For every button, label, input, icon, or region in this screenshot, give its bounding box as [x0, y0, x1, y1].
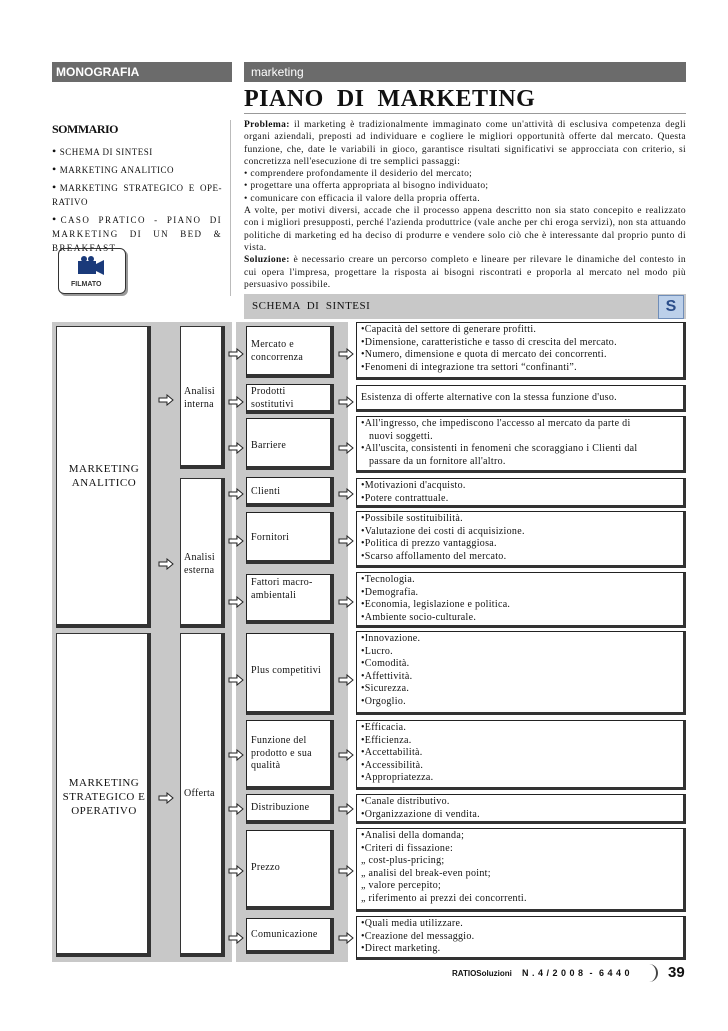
schema-badge: S [658, 295, 684, 319]
arrow-icon [228, 673, 244, 685]
arrow-icon [228, 395, 244, 407]
arrow-icon [228, 595, 244, 607]
step: • comprendere profondamente il desiderio del mercato; [244, 169, 473, 180]
footer-bracket [646, 964, 658, 982]
row-items-box: •All'ingresso, che impediscono l'accesso al mercato da parte di nuovi soggetti. •All'uscita, consistenti in fenomeni che scoraggiano i Clienti dal passare da un fornitore all'altro. [356, 416, 686, 473]
row-items-box: •Canale distributivo. •Organizzazione di vendita. [356, 794, 686, 824]
arrow-icon [228, 802, 244, 814]
camera-icon [76, 255, 106, 277]
row-label-box: Mercato e concorrenza [246, 326, 334, 378]
row-label-box: Distribuzione [246, 794, 334, 824]
arrow-icon [158, 557, 174, 569]
arrow-icon [338, 395, 354, 407]
section-label: MONOGRAFIA [56, 65, 140, 79]
row-label-box: Clienti [246, 477, 334, 507]
arrow-icon [338, 534, 354, 546]
summary-divider [230, 120, 231, 296]
arrow-icon [228, 487, 244, 499]
arrow-icon [158, 791, 174, 803]
step: • comunicare con efficacia il valore della propria offerta. [244, 193, 480, 204]
arrow-icon [338, 931, 354, 943]
row-label-box: Comunicazione [246, 918, 334, 954]
section-bar [52, 62, 232, 82]
solution-text: è necessario creare un percorso completo e lineare per rilevare le dinamiche del contesto in cui opera l'impresa, progettare la risposta ai bisogni riscontrati e proporla al mercato nel modo più persuasivo possibile. [244, 255, 686, 290]
problem-text: il marketing è tradizionalmente immaginato come un'attività di esclusiva competenza degli organi aziendali, preposti ad individuare e cogliere le migliori opportunità offerte dal mercato. Questa funzione, che, date le variabili in gioco, garantisce risultati significativi se approcciata con criterio, si concretizza nell'esecuzione di tre semplici passaggi: [244, 120, 686, 167]
arrow-icon [338, 595, 354, 607]
video-button[interactable] [58, 248, 126, 294]
row-items-box: •Innovazione. •Lucro. •Comodità. •Affettività. •Sicurezza. •Orgoglio. [356, 631, 686, 715]
summary-item[interactable]: • MARKETING STRATEGICO E OPE- RATIVO [52, 180, 222, 207]
summary-heading: SOMMARIO [52, 122, 118, 136]
page-title: PIANO DI MARKETING [244, 86, 536, 112]
row-items-box: •Possibile sostituibilità. •Valutazione dei costi di acquisizione. •Politica di prezzo vantaggiosa. •Scarso affollamento del mercato. [356, 511, 686, 568]
row-label-box: Prezzo [246, 830, 334, 910]
title-rule [244, 113, 686, 114]
arrow-icon [338, 802, 354, 814]
summary-item[interactable]: • SCHEMA DI SINTESI [52, 144, 153, 158]
arrow-icon [338, 441, 354, 453]
arrow-icon [338, 487, 354, 499]
row-label-box: Plus competitivi [246, 633, 334, 715]
row-items-box: Esistenza di offerte alternative con la stessa funzione d'uso. [356, 385, 686, 412]
footer-issue: N . 4 / 2 0 0 8 - 6 4 4 0 [522, 968, 631, 978]
summary-item[interactable]: • MARKETING ANALITICO [52, 162, 174, 176]
step: • progettare una offerta appropriata al bisogno individuato; [244, 181, 489, 192]
row-items-box: •Tecnologia. •Demografia. •Economia, legislazione e politica. •Ambiente socio-culturale. [356, 572, 686, 628]
schema-title: SCHEMA DI SINTESI [252, 300, 371, 312]
arrow-icon [228, 441, 244, 453]
page-number: 39 [668, 964, 685, 981]
arrow-icon [338, 864, 354, 876]
marketing-analitico-label: MARKETING ANALITICO [68, 463, 140, 489]
problem-label: Problema: [244, 120, 290, 130]
summary-list [52, 144, 222, 255]
schema-header [244, 294, 686, 319]
intro-text [244, 119, 686, 291]
row-items-box: •Analisi della domanda; •Criteri di fissazione: „ cost-plus-pricing; „ analisi del break-even point; „ valore percepito; „ riferimento ai prezzi dei concorrenti. [356, 828, 686, 912]
arrow-icon [228, 748, 244, 760]
row-items-box: •Capacità del settore di generare profitti. •Dimensione, caratteristiche e tasso di crescita del mercato. •Numero, dimensione e quota di mercato dei concorrenti. •Fenomeni di integrazione tra settori “confinanti”. [356, 322, 686, 380]
row-label-box: Prodotti sostitutivi [246, 384, 334, 414]
analisi-interna-label: Analisi interna [184, 386, 215, 410]
summary-item[interactable]: • CASO PRATICO - PIANO DI MARKETING DI UN BED & BREAKFAST [52, 212, 222, 253]
footer-publisher: RATIOSoluzioni [452, 969, 512, 978]
arrow-icon [228, 931, 244, 943]
arrow-icon [158, 393, 174, 405]
row-items-box: •Quali media utilizzare. •Creazione del messaggio. •Direct marketing. [356, 916, 686, 960]
arrow-icon [338, 673, 354, 685]
marketing-strategico-label: MARKETING STRATEGICO E OPERATIVO [62, 777, 146, 817]
row-label-box: Barriere [246, 418, 334, 470]
category-bar [244, 62, 686, 82]
row-items-box: •Motivazioni d'acquisto. •Potere contrattuale. [356, 478, 686, 508]
row-label-box: Fornitori [246, 512, 334, 564]
arrow-icon [338, 748, 354, 760]
video-label: FILMATO [71, 281, 102, 288]
arrow-icon [228, 347, 244, 359]
note-text: A volte, per motivi diversi, accade che il processo appena descritto non sia stato concepito e realizzato con i migliori presupposti, perché l'azienda produttrice (vale anche per chi eroga servizi), non sta attuando politiche di marketing ed ha deciso di produrre e vendere solo ciò che è interessante dal proprio punto di vista. [244, 206, 686, 253]
arrow-icon [338, 347, 354, 359]
arrow-icon [228, 534, 244, 546]
analisi-esterna-label: Analisi esterna [184, 552, 215, 576]
row-label-box: Funzione del prodotto e sua qualità [246, 720, 334, 790]
category-label: marketing [251, 65, 304, 79]
row-label-box: Fattori macro- ambientali [246, 574, 334, 624]
row-items-box: •Efficacia. •Efficienza. •Accettabilità. •Accessibilità. •Appropriatezza. [356, 720, 686, 790]
offerta-label: Offerta [184, 788, 215, 799]
arrow-icon [228, 864, 244, 876]
solution-label: Soluzione: [244, 255, 290, 266]
